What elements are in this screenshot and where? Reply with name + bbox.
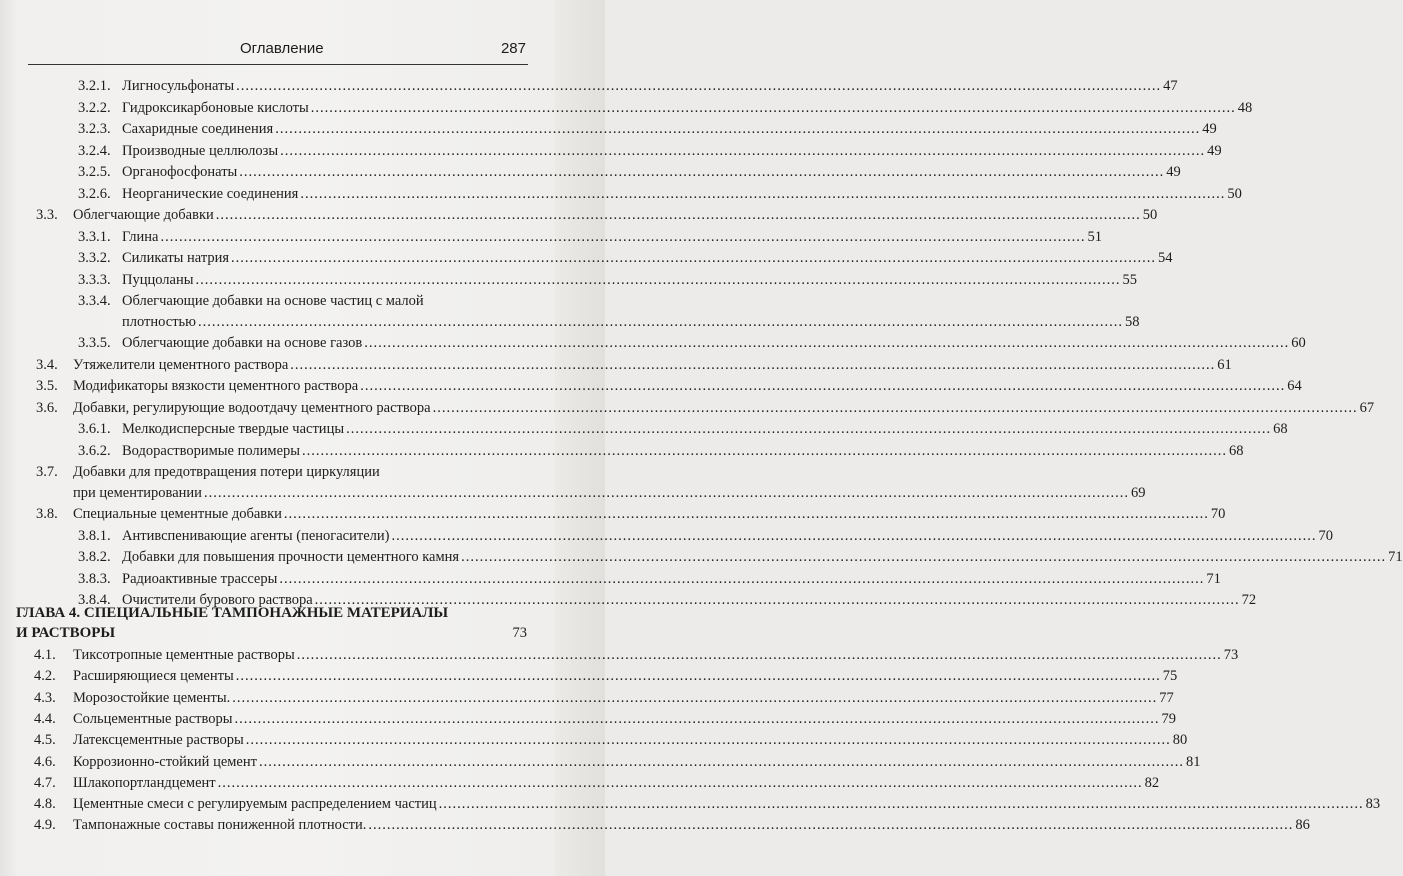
dot-leader: ........................................................................................................................................................................................................ bbox=[302, 442, 1227, 459]
toc-entry bbox=[0, 205, 1158, 225]
toc-entry-title-line1: Облегчающие добавки на основе частиц с малой bbox=[122, 293, 424, 309]
toc-entry bbox=[0, 547, 1403, 567]
dot-leader: ........................................................................................................................................................................................................ bbox=[314, 592, 1240, 608]
toc-entry-page: 71 bbox=[1388, 549, 1403, 565]
toc-entry-page: 72 bbox=[1241, 592, 1257, 608]
dot-leader: ........................................................................................................................................................................................................ bbox=[461, 549, 1387, 565]
dot-leader: ........................................................................................................................................................................................................ bbox=[234, 710, 1160, 727]
dot-leader: ........................................................................................................................................................................................................ bbox=[364, 335, 1290, 351]
toc-entry-page: 83 bbox=[1365, 796, 1381, 813]
toc-entry-number: 3.2.5. bbox=[78, 164, 111, 180]
dot-leader: ........................................................................................................................................................................................................ bbox=[236, 78, 1162, 94]
toc-entry-number: 4.3. bbox=[34, 689, 56, 706]
toc-entry-number: 3.8.2. bbox=[78, 549, 111, 565]
toc-entry-page: 54 bbox=[1158, 250, 1173, 266]
toc-entry-title: Силикаты натрия bbox=[122, 250, 230, 266]
toc-entry-title: Облегчающие добавки на основе газов bbox=[122, 335, 363, 351]
toc-entry bbox=[0, 184, 1242, 204]
toc-entry-page: 51 bbox=[1087, 228, 1102, 245]
toc-entry-number: 3.5. bbox=[36, 378, 58, 394]
toc-entry-title: Шлакопортландцемент bbox=[73, 774, 216, 791]
running-header bbox=[28, 40, 528, 65]
toc-entry bbox=[0, 483, 1146, 503]
dot-leader: ........................................................................................................................................................................................................ bbox=[235, 668, 1161, 685]
toc-entry-title: Расширяющиеся цементы bbox=[73, 668, 234, 685]
toc-entry-title: Производные целлюлозы bbox=[122, 142, 279, 159]
toc-entry-title: Тиксотропные цементные растворы bbox=[73, 647, 295, 663]
toc-entry-number: 3.3.2. bbox=[78, 250, 111, 266]
toc-entry bbox=[0, 312, 1140, 332]
toc-entry bbox=[0, 815, 1310, 835]
toc-entry bbox=[0, 270, 1137, 290]
dot-leader: ........................................................................................................................................................................................................ bbox=[258, 753, 1184, 770]
toc-entry-number: 3.8.3. bbox=[78, 570, 111, 587]
dot-leader: ........................................................................................................................................................................................................ bbox=[239, 164, 1165, 180]
toc-entry-number: 4.5. bbox=[34, 732, 56, 749]
toc-entry-number: 3.3.1. bbox=[78, 228, 111, 245]
toc-entry-number: 4.1. bbox=[34, 647, 56, 663]
toc-entry bbox=[0, 773, 1160, 793]
toc-entry-title: при цементировании bbox=[73, 484, 202, 501]
chapter-heading-line2 bbox=[16, 623, 527, 643]
toc-entry-title: Облегчающие добавки bbox=[73, 207, 214, 223]
toc-entry-page: 68 bbox=[1273, 421, 1288, 437]
toc-entry-page: 77 bbox=[1159, 689, 1174, 706]
toc-entry-page: 80 bbox=[1172, 732, 1188, 749]
dot-leader: ........................................................................................................................................................................................................ bbox=[231, 250, 1157, 266]
toc-entry-number: 4.4. bbox=[34, 710, 56, 727]
dot-leader: ........................................................................................................................................................................................................ bbox=[438, 796, 1364, 813]
dot-leader: ........................................................................................................................................................................................................ bbox=[195, 271, 1121, 288]
toc-entry-page: 69 bbox=[1130, 484, 1146, 501]
toc-entry-page: 82 bbox=[1144, 774, 1160, 791]
toc-entry-page: 60 bbox=[1291, 335, 1306, 351]
toc-entry-number: 3.2.1. bbox=[78, 78, 111, 94]
toc-entry-title: Гидроксикарбоновые кислоты bbox=[122, 99, 309, 116]
header-title: Оглавление bbox=[240, 40, 324, 57]
dot-leader: ........................................................................................................................................................................................................ bbox=[245, 732, 1171, 749]
toc-entry bbox=[0, 569, 1221, 589]
toc-entry-number: 4.6. bbox=[34, 753, 56, 770]
toc-entry-page: 49 bbox=[1207, 142, 1222, 159]
toc-entry-title: Морозостойкие цементы. bbox=[73, 689, 231, 706]
toc-entry-number: 3.8.1. bbox=[78, 527, 111, 544]
chapter-heading-line1: ГЛАВА 4. СПЕЦИАЛЬНЫЕ ТАМПОНАЖНЫЕ МАТЕРИАЛЫ bbox=[16, 605, 449, 621]
toc-entry-number: 3.2.3. bbox=[78, 121, 111, 137]
dot-leader: ........................................................................................................................................................................................................ bbox=[160, 228, 1086, 245]
toc-entry bbox=[0, 441, 1244, 461]
dot-leader: ........................................................................................................................................................................................................ bbox=[275, 121, 1201, 137]
toc-entry-page: 58 bbox=[1124, 313, 1140, 330]
dot-leader: ........................................................................................................................................................................................................ bbox=[296, 647, 1222, 663]
dot-leader: ........................................................................................................................................................................................................ bbox=[232, 689, 1158, 706]
toc-entry-number: 3.3. bbox=[36, 207, 58, 223]
toc-entry-title: Латексцементные растворы bbox=[73, 732, 244, 749]
toc-entry bbox=[0, 376, 1302, 396]
toc-entry bbox=[0, 355, 1232, 375]
toc-entry-number: 3.7. bbox=[36, 464, 58, 480]
dot-leader: ........................................................................................................................................................................................................ bbox=[279, 570, 1205, 587]
toc-entry-number: 4.8. bbox=[34, 796, 56, 813]
toc-entry-number: 3.2.4. bbox=[78, 142, 111, 159]
toc-entry-title: Антивспенивающие агенты (пеногасители) bbox=[122, 527, 390, 544]
toc-entry-title: Радиоактивные трассеры bbox=[122, 570, 278, 587]
toc-entry-title: Добавки, регулирующие водоотдачу цементного раствора bbox=[73, 399, 431, 416]
toc-entry-number: 3.2.6. bbox=[78, 185, 111, 202]
toc-entry bbox=[0, 419, 1288, 439]
toc-entry-title: Пуццоланы bbox=[122, 271, 194, 288]
toc-entry-title: Специальные цементные добавки bbox=[73, 506, 282, 522]
toc-entry-title: Глина bbox=[122, 228, 159, 245]
toc-entry bbox=[0, 98, 1253, 118]
toc-entry-number: 3.3.4. bbox=[78, 293, 111, 309]
chapter-page: 73 bbox=[512, 625, 527, 641]
toc-entry-title: Утяжелители цементного раствора bbox=[73, 356, 289, 373]
header-page-number: 287 bbox=[500, 40, 526, 57]
toc-entry-page: 50 bbox=[1142, 207, 1158, 223]
dot-leader: ........................................................................................................................................................................................................ bbox=[391, 527, 1317, 544]
toc-entry-number: 3.6.2. bbox=[78, 442, 111, 459]
toc-entry-page: 61 bbox=[1217, 356, 1232, 373]
toc-entry-title: Органофосфонаты bbox=[122, 164, 238, 180]
toc-entry-title: Сахаридные соединения bbox=[122, 121, 274, 137]
dot-leader: ........................................................................................................................................................................................................ bbox=[215, 207, 1141, 223]
toc-entry-title: Модификаторы вязкости цементного раствора bbox=[73, 378, 359, 394]
toc-entry-page: 70 bbox=[1210, 506, 1226, 522]
dot-leader: ........................................................................................................................................................................................................ bbox=[280, 142, 1206, 159]
toc-entry-title: Коррозионно-стойкий цемент bbox=[73, 753, 257, 770]
toc-entry bbox=[0, 666, 1178, 686]
toc-entry-number: 3.3.5. bbox=[78, 335, 111, 351]
toc-entry bbox=[0, 688, 1174, 708]
toc-entry bbox=[0, 333, 1306, 353]
toc-entry-number: 3.6. bbox=[36, 399, 58, 416]
dot-leader: ........................................................................................................................................................................................................ bbox=[346, 421, 1272, 437]
toc-entry-title: плотностью bbox=[122, 313, 196, 330]
toc-entry-number: 3.8.4. bbox=[78, 592, 111, 608]
toc-entry bbox=[0, 227, 1102, 247]
toc-entry bbox=[0, 162, 1181, 182]
toc-entry-page: 81 bbox=[1185, 753, 1201, 770]
toc-entry-title: Лигносульфонаты bbox=[122, 78, 235, 94]
toc-entry-page: 73 bbox=[1223, 647, 1239, 663]
toc-entry bbox=[0, 752, 1201, 772]
dot-leader: ........................................................................................................................................................................................................ bbox=[197, 313, 1123, 330]
toc-entry-number: 4.2. bbox=[34, 668, 56, 685]
toc-entry-number: 4.9. bbox=[34, 817, 56, 834]
toc-entry-number: 3.3.3. bbox=[78, 271, 111, 288]
toc-entry-page: 55 bbox=[1122, 271, 1137, 288]
dot-leader: ........................................................................................................................................................................................................ bbox=[432, 399, 1358, 416]
toc-entry-title: Добавки для повышения прочности цементного камня bbox=[122, 549, 460, 565]
toc-entry-number: 3.4. bbox=[36, 356, 58, 373]
toc-entry-page: 49 bbox=[1202, 121, 1217, 137]
toc-entry bbox=[0, 504, 1226, 524]
toc-entry-page: 49 bbox=[1166, 164, 1181, 180]
toc-entry-number: 4.7. bbox=[34, 774, 56, 791]
toc-entry-page: 64 bbox=[1287, 378, 1302, 394]
toc-entry-title: Цементные смеси с регулируемым распределением частиц bbox=[73, 796, 437, 813]
toc-entry-title-line1: Добавки для предотвращения потери циркуляции bbox=[73, 464, 380, 480]
toc-entry-title: Сольцементные растворы bbox=[73, 710, 233, 727]
toc-entry-page: 67 bbox=[1359, 399, 1375, 416]
toc-entry-title: Мелкодисперсные твердые частицы bbox=[122, 421, 345, 437]
dot-leader: ........................................................................................................................................................................................................ bbox=[300, 185, 1226, 202]
toc-entry-page: 71 bbox=[1206, 570, 1221, 587]
toc-entry-title: Водорастворимые полимеры bbox=[122, 442, 300, 459]
toc-entry bbox=[0, 76, 1178, 96]
toc-entry bbox=[0, 645, 1239, 665]
toc-entry bbox=[0, 730, 1188, 750]
dot-leader: ........................................................................................................................................................................................................ bbox=[360, 378, 1286, 394]
dot-leader: ........................................................................................................................................................................................................ bbox=[310, 99, 1236, 116]
toc-entry bbox=[0, 709, 1176, 729]
toc-entry bbox=[0, 398, 1375, 418]
toc-entry-page: 86 bbox=[1295, 817, 1310, 834]
dot-leader: ........................................................................................................................................................................................................ bbox=[368, 817, 1294, 834]
toc-entry-title: Тампонажные составы пониженной плотности. bbox=[73, 817, 367, 834]
toc-entry-page: 68 bbox=[1229, 442, 1244, 459]
toc-entry-page: 47 bbox=[1163, 78, 1178, 94]
toc-entry-number: 3.8. bbox=[36, 506, 58, 522]
toc-entry-title: Очистители бурового раствора bbox=[122, 592, 313, 608]
toc-entry-page: 48 bbox=[1237, 99, 1253, 116]
toc-entry bbox=[0, 526, 1333, 546]
toc-entry-number: 3.6.1. bbox=[78, 421, 111, 437]
chapter-heading-text: И РАСТВОРЫ bbox=[16, 625, 116, 641]
toc-entry-page: 75 bbox=[1162, 668, 1178, 685]
toc-entry-page: 50 bbox=[1227, 185, 1242, 202]
dot-leader: ........................................................................................................................................................................................................ bbox=[203, 484, 1129, 501]
toc-entry bbox=[0, 141, 1222, 161]
dot-leader: ........................................................................................................................................................................................................ bbox=[283, 506, 1209, 522]
toc-entry-number: 3.2.2. bbox=[78, 99, 111, 116]
toc-entry-page: 70 bbox=[1318, 527, 1333, 544]
toc-entry bbox=[0, 794, 1381, 814]
dot-leader: ........................................................................................................................................................................................................ bbox=[217, 774, 1143, 791]
toc-entry bbox=[0, 119, 1217, 139]
dot-leader: ........................................................................................................................................................................................................ bbox=[290, 356, 1216, 373]
toc-entry-page: 79 bbox=[1161, 710, 1176, 727]
toc-entry-title: Неорганические соединения bbox=[122, 185, 299, 202]
toc-entry bbox=[0, 248, 1173, 268]
